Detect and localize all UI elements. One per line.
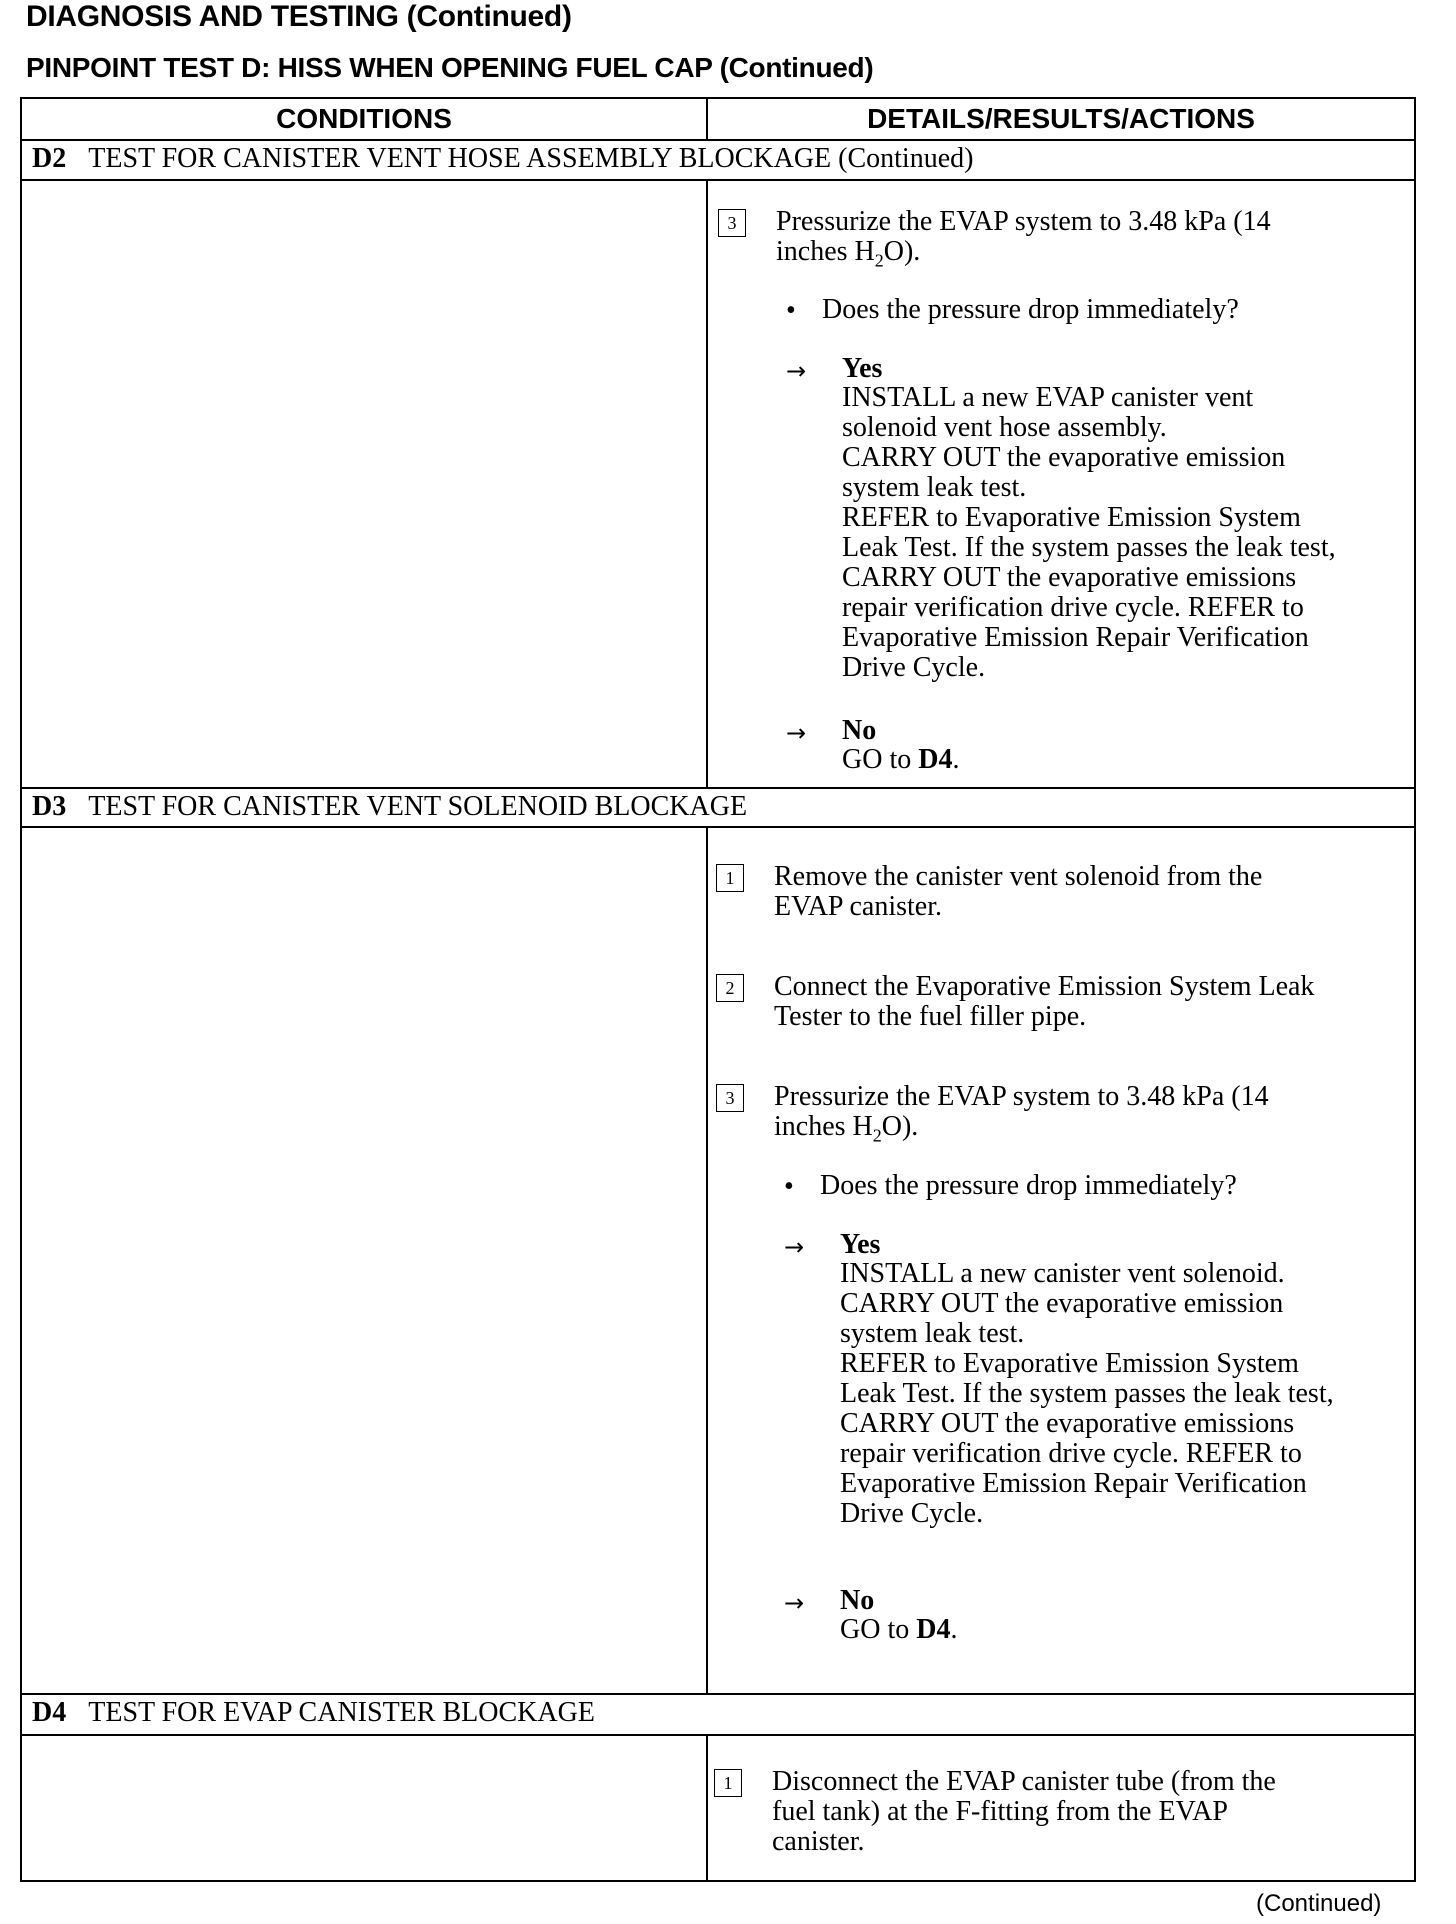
step-number-box: 3 <box>718 209 746 237</box>
d2-yes-label: Yes <box>842 353 883 384</box>
bullet-icon: • <box>786 295 796 326</box>
step-number-box: 1 <box>716 864 744 892</box>
pinpoint-test-table <box>20 97 1416 1882</box>
d4-title-row <box>22 1695 1414 1734</box>
step-number-box: 2 <box>716 974 744 1002</box>
continued-footer: (Continued) <box>1256 1890 1382 1917</box>
page-subtitle: PINPOINT TEST D: HISS WHEN OPENING FUEL CAP (Continued) <box>26 52 874 83</box>
d3-title: D3 TEST FOR CANISTER VENT SOLENOID BLOCKAGE <box>32 791 748 822</box>
d2-title-rule <box>22 179 1414 181</box>
step-number-box: 3 <box>716 1084 744 1112</box>
d4-title: D4 TEST FOR EVAP CANISTER BLOCKAGE <box>32 1697 595 1728</box>
d3-step1-text: Remove the canister vent solenoid from the EVAP canister. <box>774 861 1263 922</box>
right-arrow-icon: → <box>786 719 807 747</box>
details-header: DETAILS/RESULTS/ACTIONS <box>867 103 1255 134</box>
d3-no-label: No <box>840 1585 875 1616</box>
d4-step1-text: Disconnect the EVAP canister tube (from the fuel tank) at the F-fitting from the EVAP canister. <box>772 1766 1276 1857</box>
d3-title-row <box>22 789 1414 826</box>
d3-question: Does the pressure drop immediately? <box>820 1170 1237 1201</box>
d2-title-row <box>22 141 1414 179</box>
right-arrow-icon: → <box>784 1233 805 1261</box>
d3-step3-text: Pressurize the EVAP system to 3.48 kPa (14 inches $H_2O$). <box>774 1081 1269 1146</box>
d2-no-action: GO to D4. <box>842 744 960 775</box>
right-arrow-icon: → <box>784 1589 805 1617</box>
right-arrow-icon: → <box>786 357 807 385</box>
d3-yes-actions: INSTALL a new canister vent solenoid. CARRY OUT the evaporative emission system leak test. REFER to Evaporative Emission System Leak Test. If the system passes the leak test, CARRY OUT the evaporative emissions repair verification drive cycle. REFER to Evaporative Emission Repair Verification Drive Cycle. <box>840 1258 1334 1529</box>
d2-no-label: No <box>842 715 877 746</box>
d3-yes-label: Yes <box>840 1229 881 1260</box>
column-divider <box>706 99 708 1880</box>
d3-step2-text: Connect the Evaporative Emission System Leak Tester to the fuel filler pipe. <box>774 971 1315 1032</box>
d2-yes-actions: INSTALL a new EVAP canister vent solenoid vent hose assembly. CARRY OUT the evaporative emission system leak test. REFER to Evaporative Emission System Leak Test. If the system passes the leak test, CARRY OUT the evaporative emissions repair verification drive cycle. REFER to Evaporative Emission Repair Verification Drive Cycle. <box>842 382 1336 683</box>
d3-no-action: GO to D4. <box>840 1614 958 1645</box>
d3-title-rule <box>22 826 1414 828</box>
conditions-header: CONDITIONS <box>276 103 452 134</box>
d2-title: D2 TEST FOR CANISTER VENT HOSE ASSEMBLY BLOCKAGE (Continued) <box>32 143 974 174</box>
d2-question: Does the pressure drop immediately? <box>822 294 1239 325</box>
d2-step3-text: Pressurize the EVAP system to 3.48 kPa (14 inches $H_2O$). <box>776 206 1271 271</box>
step-number-box: 1 <box>714 1769 742 1797</box>
page-title: DIAGNOSIS AND TESTING (Continued) <box>26 0 572 33</box>
bullet-icon: • <box>784 1171 794 1202</box>
d4-title-rule <box>22 1734 1414 1736</box>
